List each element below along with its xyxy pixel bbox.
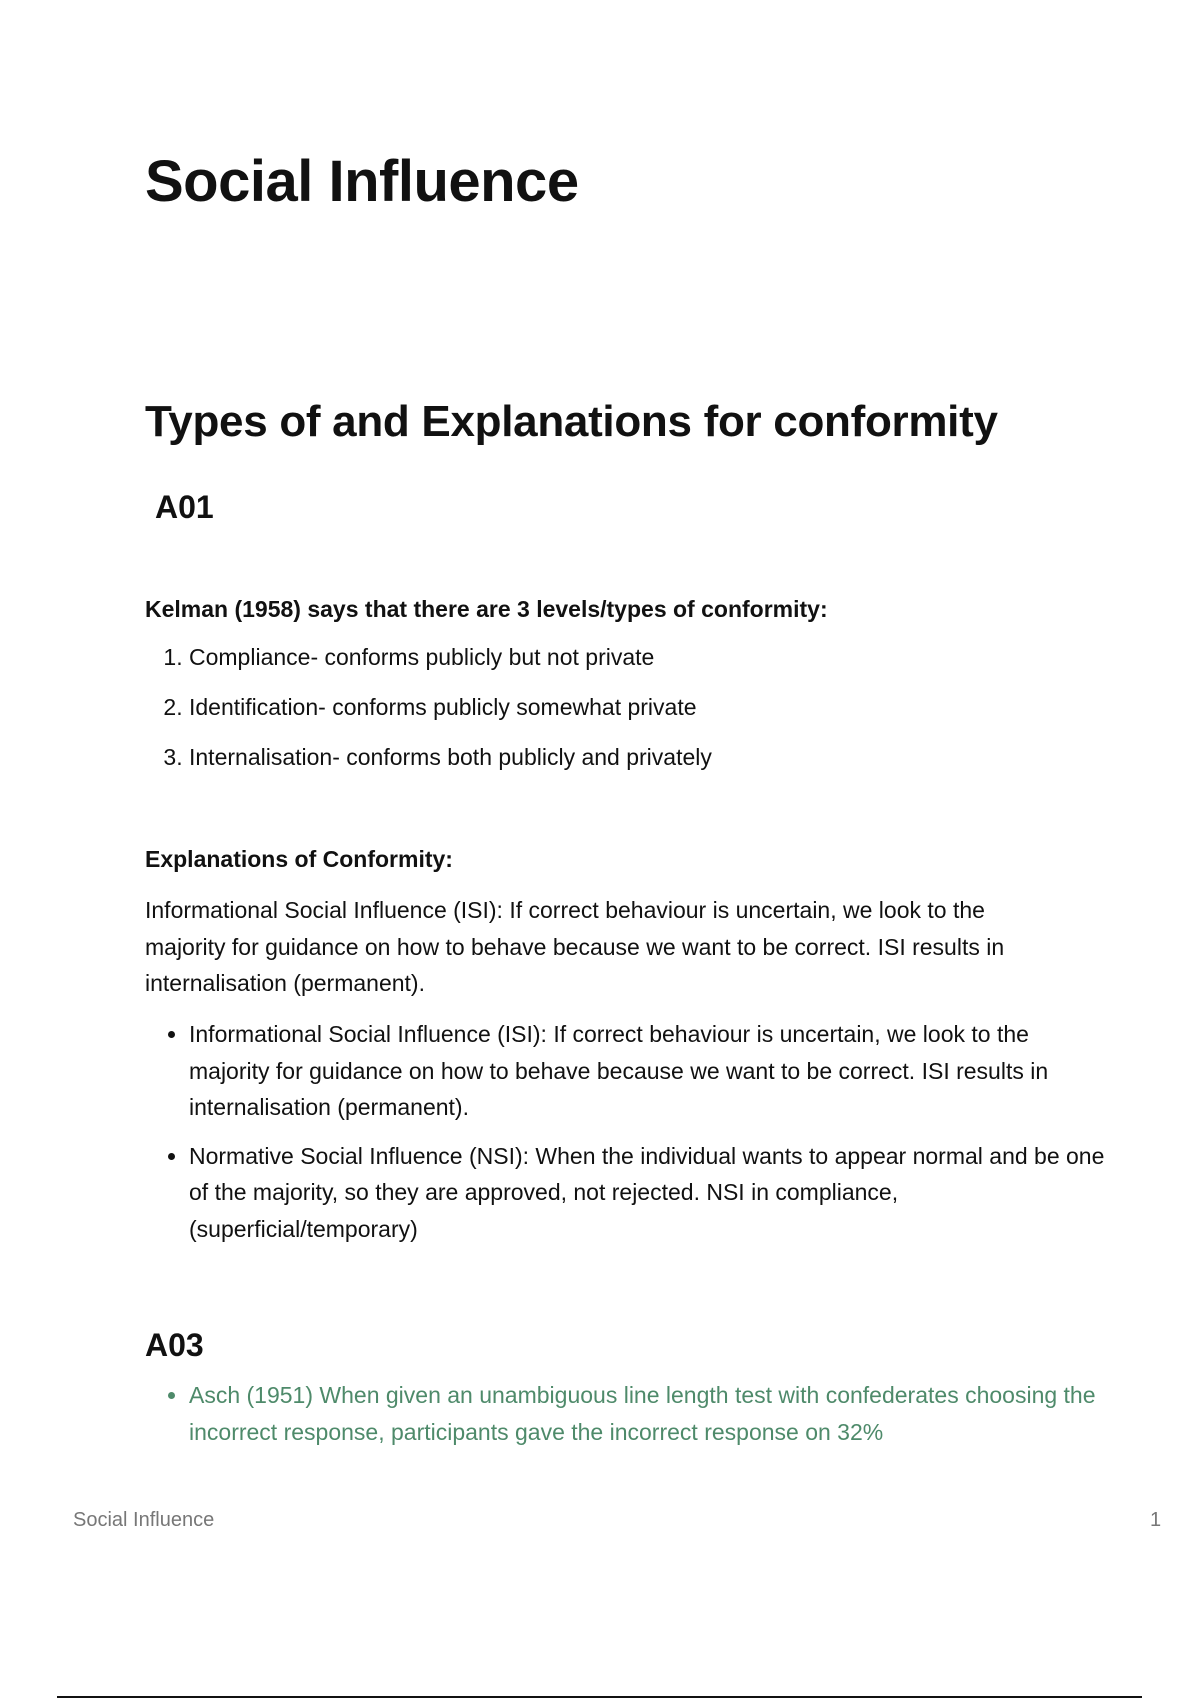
a01-heading: A01	[155, 489, 214, 525]
list-item: 1. Compliance- conforms publicly but not private	[189, 644, 712, 670]
explanations-heading: Explanations of Conformity:	[145, 846, 453, 872]
section-title: Types of and Explanations for conformity	[145, 397, 998, 446]
isi-paragraph: Informational Social Influence (ISI): If correct behaviour is uncertain, we look to the majority for guidance on how to behave because we want to be correct. ISI results in internalisation (permanent).	[145, 897, 1005, 996]
a03-heading: A03	[145, 1327, 204, 1363]
footer-page-number: 1	[1150, 1509, 1162, 1531]
conformity-levels-list	[145, 644, 712, 794]
document-title: Social Influence	[145, 149, 579, 214]
list-item: 3. Internalisation- conforms both publicly and privately	[189, 744, 712, 770]
list-item: 2. Identification- conforms publicly somewhat private	[189, 694, 712, 720]
page-bottom-rule	[57, 1696, 1142, 1698]
list-item: • Asch (1951) When given an unambiguous line length test with confederates choosing the incorrect response, participants gave the incorrect response on 32%	[189, 1377, 1109, 1450]
kelman-heading: Kelman (1958) says that there are 3 levels/types of conformity:	[145, 596, 828, 622]
explanations-bullet-list	[145, 1016, 1109, 1259]
footer-document-name: Social Influence	[73, 1509, 215, 1531]
list-item: • Normative Social Influence (NSI): When the individual wants to appear normal and be one of the majority, so they are approved, not rejected. NSI in compliance, (superficial/temporary)	[189, 1138, 1109, 1248]
a03-bullet-list	[145, 1377, 1109, 1450]
list-item: • Informational Social Influence (ISI): If correct behaviour is uncertain, we look to the majority for guidance on how to behave because we want to be correct. ISI results in internalisation (permanent).	[189, 1016, 1109, 1126]
